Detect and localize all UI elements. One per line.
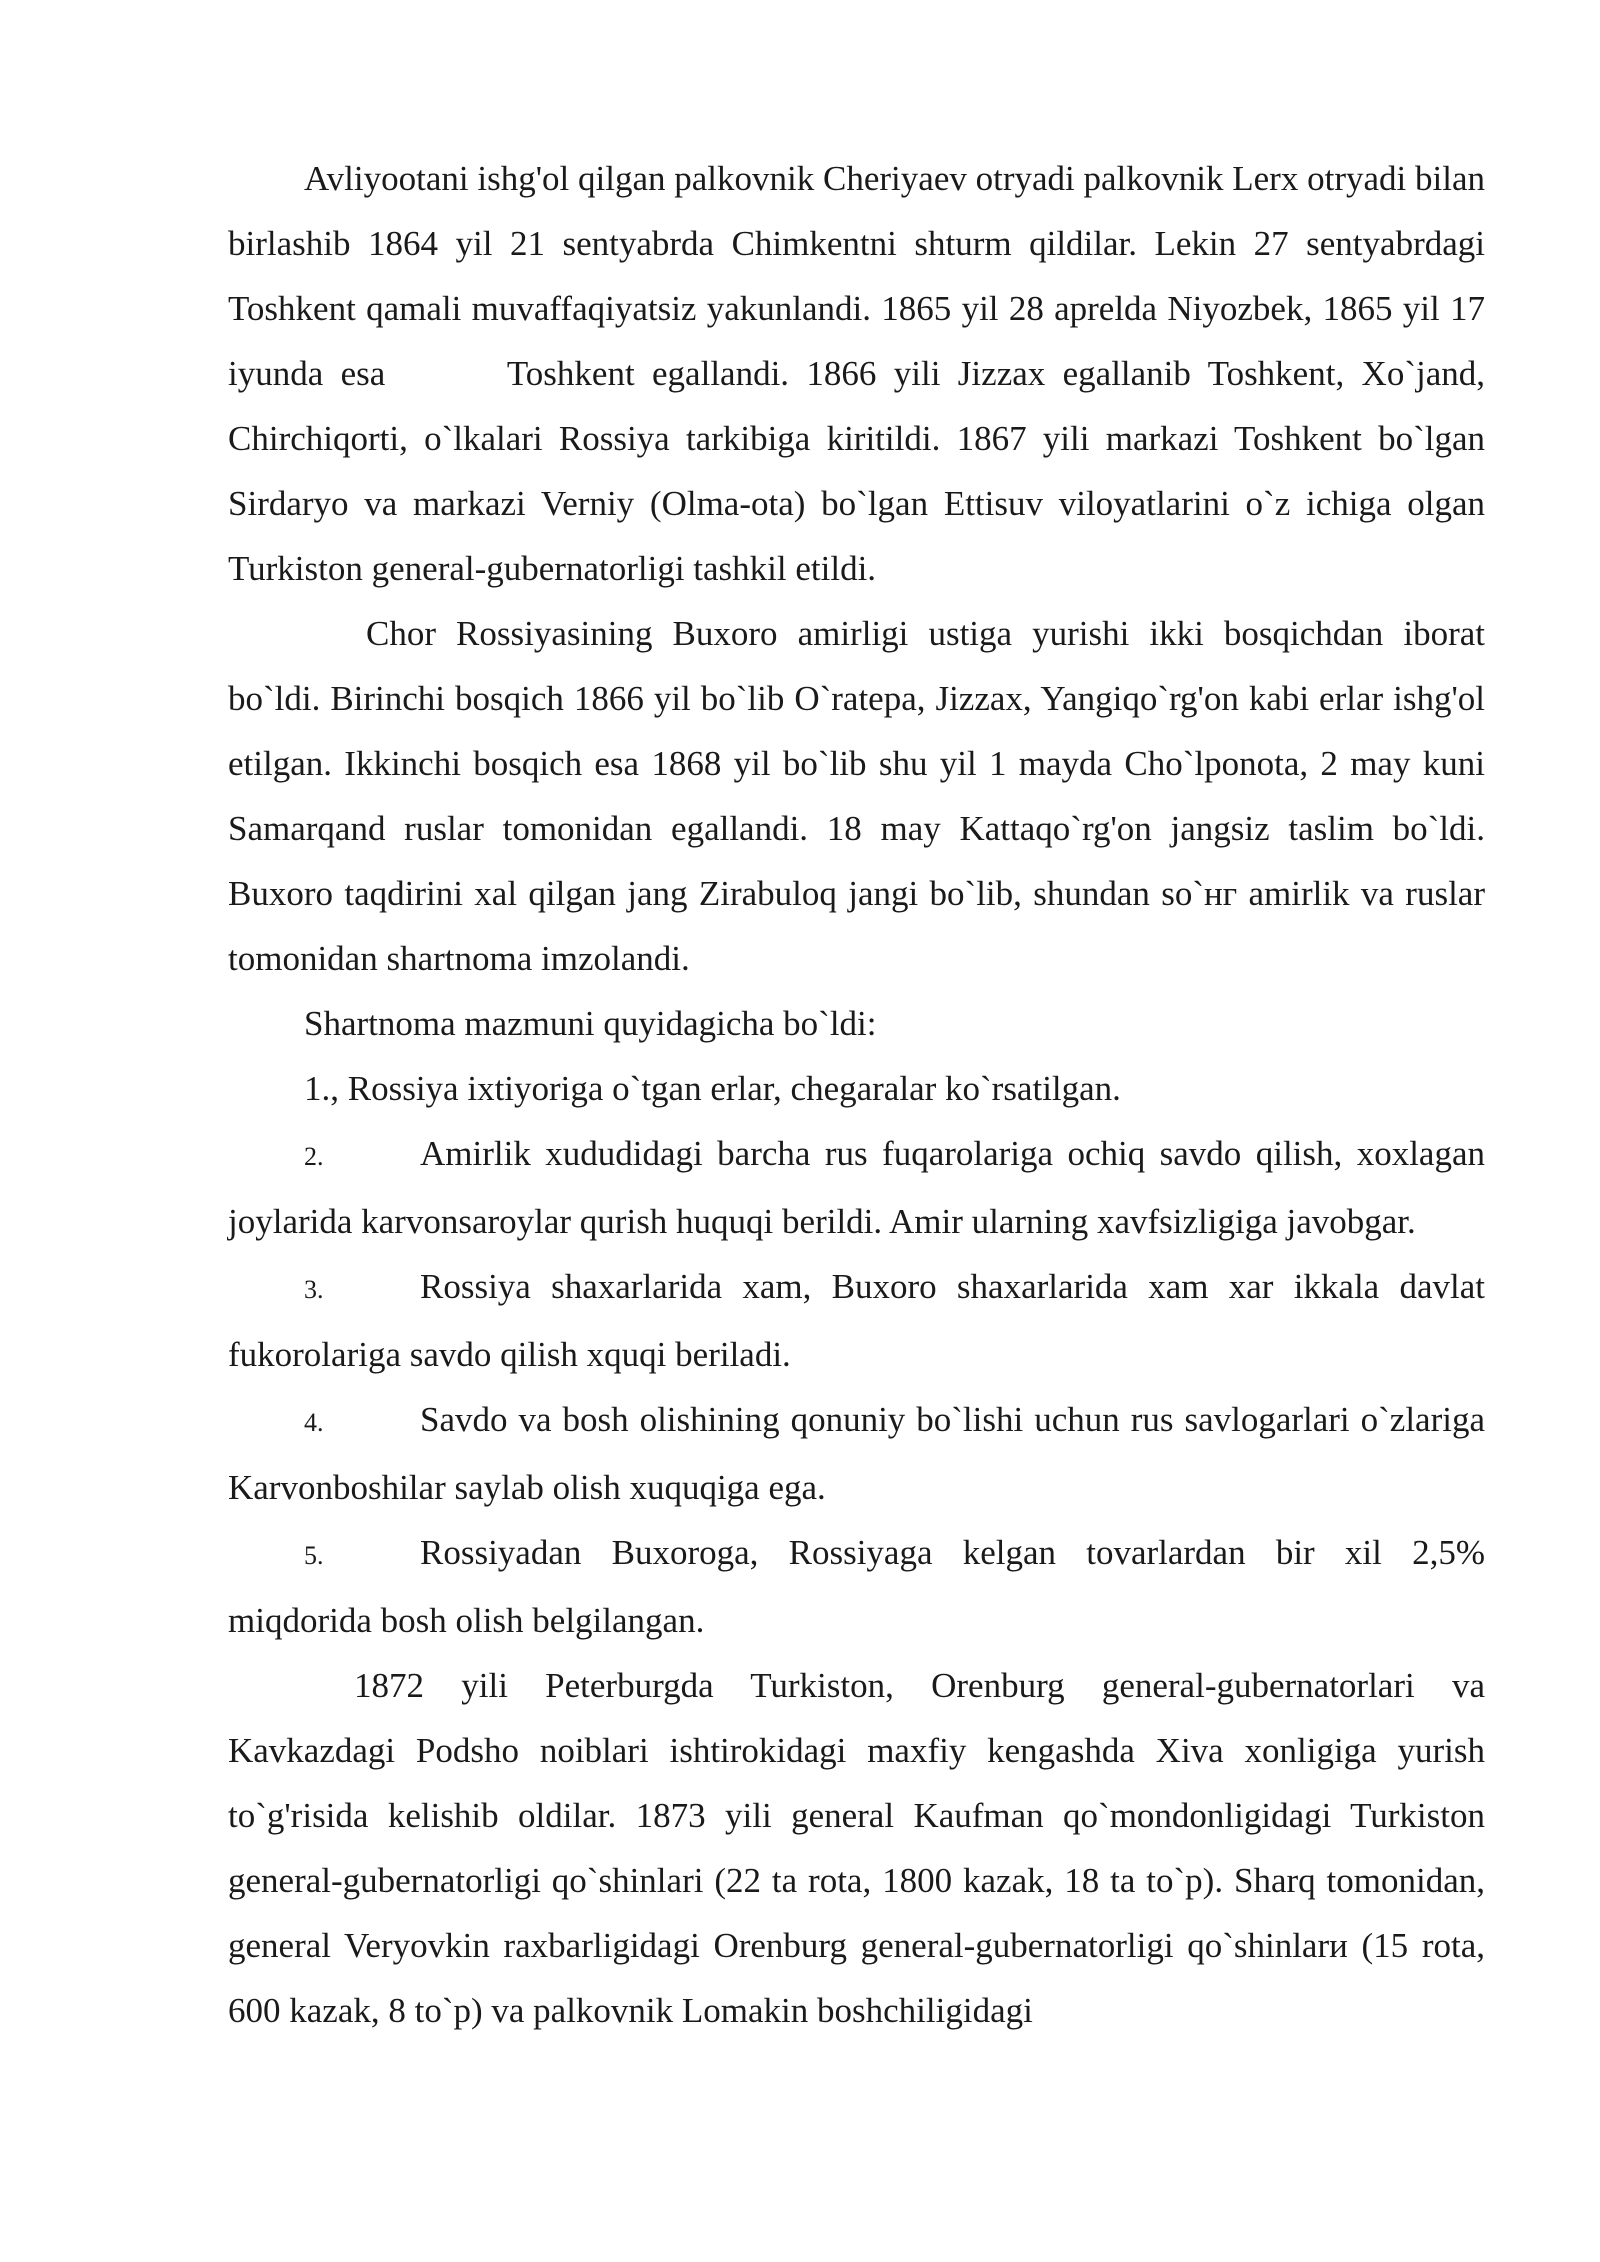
treaty-item-4 <box>228 1387 1485 1520</box>
treaty-item-3 <box>228 1254 1485 1387</box>
item-text: Savdo va bosh olishining qonuniy bo`lishi uchun rus savlogarlari o`zlariga Karvonboshilar saylab olish xuquqiga ega. <box>228 1400 1485 1507</box>
item-number: 3. <box>304 1275 324 1304</box>
item-number: 4. <box>304 1408 324 1437</box>
paragraph-conquest-tashkent: Avliyootani ishg'ol qilgan palkovnik Cheriyaev otryadi palkovnik Lerx otryadi bilan birlashib 1864 yil 21 sentyabrda Chimkentni shturm qildilar. Lekin 27 sentyabrdagi Toshkent qamali muvaffaqiyatsiz yakunlandi. 1865 yil 28 aprelda Niyozbek, 1865 yil 17 iyunda esa Toshkent egallandi. 1866 yili Jizzax egallanib Toshkent, Xo`jand, Chirchiqorti, o`lkalari Rossiya tarkibiga kiritildi. 1867 yili markazi Toshkent bo`lgan Sirdaryo va markazi Verniy (Olma-ota) bo`lgan Ettisuv viloyatlarini o`z ichiga olgan Turkiston general-gubernatorligi tashkil etildi. <box>228 159 1485 588</box>
document-body <box>228 146 1485 2043</box>
item-number: 5. <box>304 1541 324 1570</box>
paragraph-khiva-campaign: 1872 yili Peterburgda Turkiston, Orenburg general-gubernatorlari va Kavkazdagi Podsho noiblari ishtirokidagi maxfiy kengashda Xiva xonligiga yurish to`g'risida kelishib oldilar. 1873 yili general Kaufman qo`mondonligidagi Turkiston general-gubernatorligi qo`shinlari (22 ta rota, 1800 kazak, 18 ta to`p). Sharq tomonidan, general Veryovkin raxbarligidagi Orenburg general-gubernatorligi qo`shinlarи (15 rota, 600 kazak, 8 to`p) va palkovnik Lomakin boshchiligidagi <box>228 1666 1485 2030</box>
treaty-item-1: 1., Rossiya ixtiyoriga o`tgan erlar, chegaralar ko`rsatilgan. <box>304 1069 1121 1108</box>
treaty-item-5 <box>228 1520 1485 1653</box>
item-text: Amirlik xududidagi barcha rus fuqarolariga ochiq savdo qilish, xoxlagan joylarida karvonsaroylar qurish huquqi berildi. Amir ularning xavfsizligiga javobgar. <box>228 1134 1485 1241</box>
paragraph-treaty-intro: Shartnoma mazmuni quyidagicha bo`ldi: <box>304 1004 877 1043</box>
treaty-item-2 <box>228 1121 1485 1254</box>
paragraph-bukhara-campaign: Chor Rossiyasining Buxoro amirligi ustiga yurishi ikki bosqichdan iborat bo`ldi. Birinchi bosqich 1866 yil bo`lib O`ratepa, Jizzax, Yangiqo`rg'on kabi erlar ishg'ol etilgan. Ikkinchi bosqich esa 1868 yil bo`lib shu yil 1 mayda Cho`lponota, 2 may kuni Samarqand ruslar tomonidan egallandi. 18 may Kattaqo`rg'on jangsiz taslim bo`ldi. Buxoro taqdirini xal qilgan jang Zirabuloq jangi bo`lib, shundan so`нг amirlik va ruslar tomonidan shartnoma imzolandi. <box>228 614 1485 978</box>
item-number: 2. <box>304 1142 324 1171</box>
item-text: Rossiyadan Buxoroga, Rossiyaga kelgan tovarlardan bir xil 2,5% miqdorida bosh olish belgilangan. <box>228 1533 1485 1640</box>
item-text: Rossiya shaxarlarida xam, Buxoro shaxarlarida xam xar ikkala davlat fukorolariga savdo qilish xquqi beriladi. <box>228 1267 1485 1374</box>
